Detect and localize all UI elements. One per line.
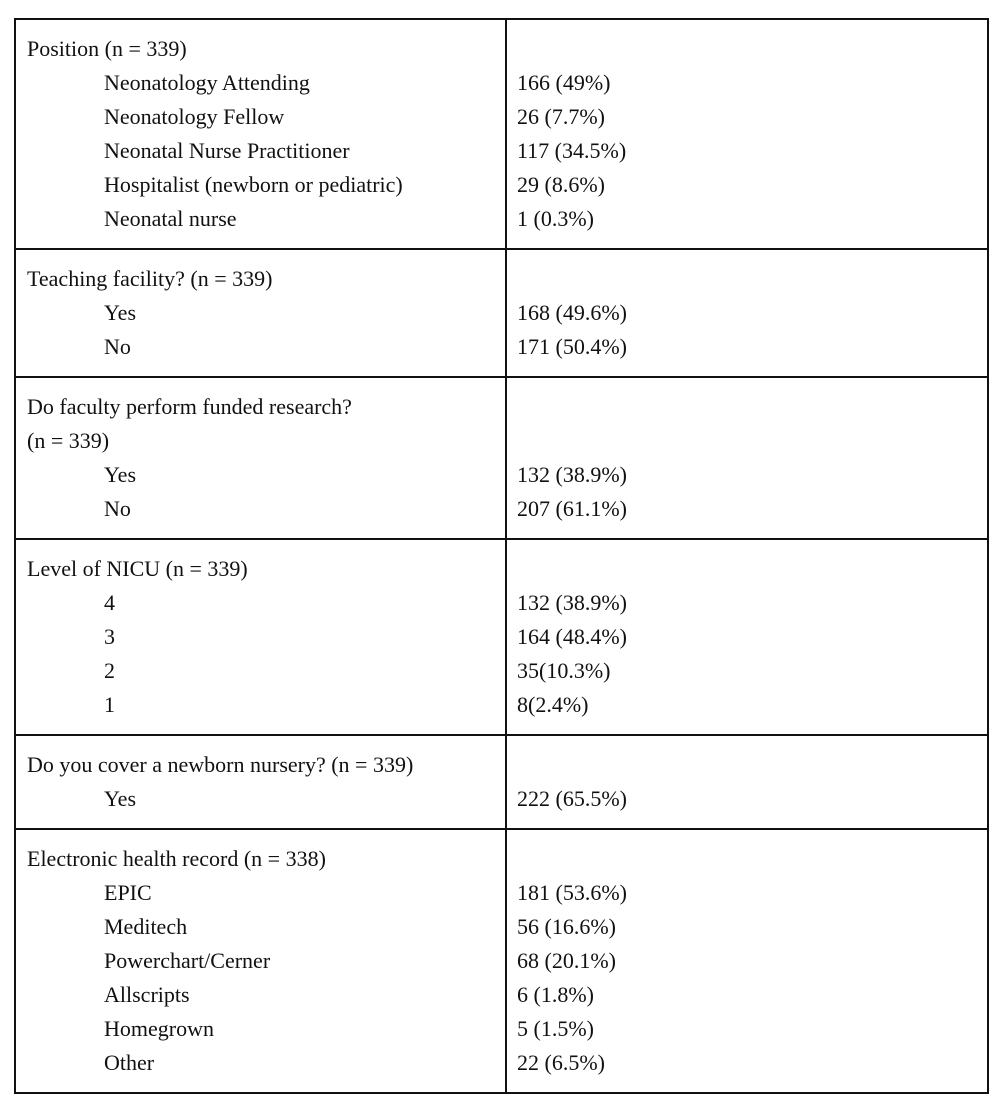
row-label: Neonatal Nurse Practitioner <box>104 138 350 163</box>
row-label: Homegrown <box>104 1016 214 1041</box>
row-value: 68 (20.1%) <box>517 948 616 973</box>
row-label: 1 <box>104 692 115 717</box>
header-spacer <box>517 262 987 296</box>
section-header: (n = 339) <box>27 428 110 453</box>
label-column <box>16 830 507 1092</box>
row-value: 6 (1.8%) <box>517 982 594 1007</box>
label-column <box>16 20 507 248</box>
row-label: Yes <box>104 786 137 811</box>
row-label: Neonatology Attending <box>104 70 310 95</box>
row-value: 171 (50.4%) <box>517 334 627 359</box>
section-header: Level of NICU (n = 339) <box>27 556 248 581</box>
row-label: EPIC <box>104 880 152 905</box>
header-spacer <box>517 842 987 876</box>
value-column <box>507 830 987 1092</box>
label-column <box>16 540 507 734</box>
row-value: 132 (38.9%) <box>517 462 627 487</box>
section-header: Position (n = 339) <box>27 36 187 61</box>
row-value: 5 (1.5%) <box>517 1016 594 1041</box>
row-label: Neonatal nurse <box>104 206 237 231</box>
header-spacer <box>517 424 987 458</box>
row-value: 56 (16.6%) <box>517 914 616 939</box>
row-value: 35(10.3%) <box>517 658 611 683</box>
label-column <box>16 736 507 828</box>
row-value: 132 (38.9%) <box>517 590 627 615</box>
section-header: Teaching facility? (n = 339) <box>27 266 273 291</box>
value-column <box>507 378 987 538</box>
row-value: 29 (8.6%) <box>517 172 605 197</box>
table-section <box>16 538 987 734</box>
row-label: No <box>104 334 131 359</box>
demographics-table <box>14 18 989 1094</box>
row-label: Powerchart/Cerner <box>104 948 271 973</box>
row-label: Meditech <box>104 914 188 939</box>
section-header: Electronic health record (n = 338) <box>27 846 326 871</box>
row-value: 22 (6.5%) <box>517 1050 605 1075</box>
table-section <box>16 248 987 376</box>
row-value: 207 (61.1%) <box>517 496 627 521</box>
header-spacer <box>517 552 987 586</box>
row-label: Neonatology Fellow <box>104 104 285 129</box>
row-label: Allscripts <box>104 982 190 1007</box>
row-label: Yes <box>104 462 137 487</box>
row-value: 166 (49%) <box>517 70 611 95</box>
value-column <box>507 540 987 734</box>
header-spacer <box>517 390 987 424</box>
row-label: No <box>104 496 131 521</box>
row-value: 8(2.4%) <box>517 692 589 717</box>
row-value: 117 (34.5%) <box>517 138 627 163</box>
row-label: Other <box>104 1050 155 1075</box>
header-spacer <box>517 748 987 782</box>
section-header: Do faculty perform funded research? <box>27 394 352 419</box>
row-value: 222 (65.5%) <box>517 786 627 811</box>
value-column <box>507 20 987 248</box>
table-section <box>16 734 987 828</box>
value-column <box>507 736 987 828</box>
value-column <box>507 250 987 376</box>
row-value: 164 (48.4%) <box>517 624 627 649</box>
label-column <box>16 250 507 376</box>
row-value: 181 (53.6%) <box>517 880 627 905</box>
header-spacer <box>517 32 987 66</box>
row-label: 3 <box>104 624 115 649</box>
label-column <box>16 378 507 538</box>
row-value: 168 (49.6%) <box>517 300 627 325</box>
row-label: 2 <box>104 658 115 683</box>
row-label: 4 <box>104 590 115 615</box>
row-label: Hospitalist (newborn or pediatric) <box>104 172 403 197</box>
table-section <box>16 376 987 538</box>
table-section <box>16 828 987 1092</box>
row-label: Yes <box>104 300 137 325</box>
table-section <box>16 20 987 248</box>
section-header: Do you cover a newborn nursery? (n = 339) <box>27 752 414 777</box>
row-value: 1 (0.3%) <box>517 206 594 231</box>
row-value: 26 (7.7%) <box>517 104 605 129</box>
